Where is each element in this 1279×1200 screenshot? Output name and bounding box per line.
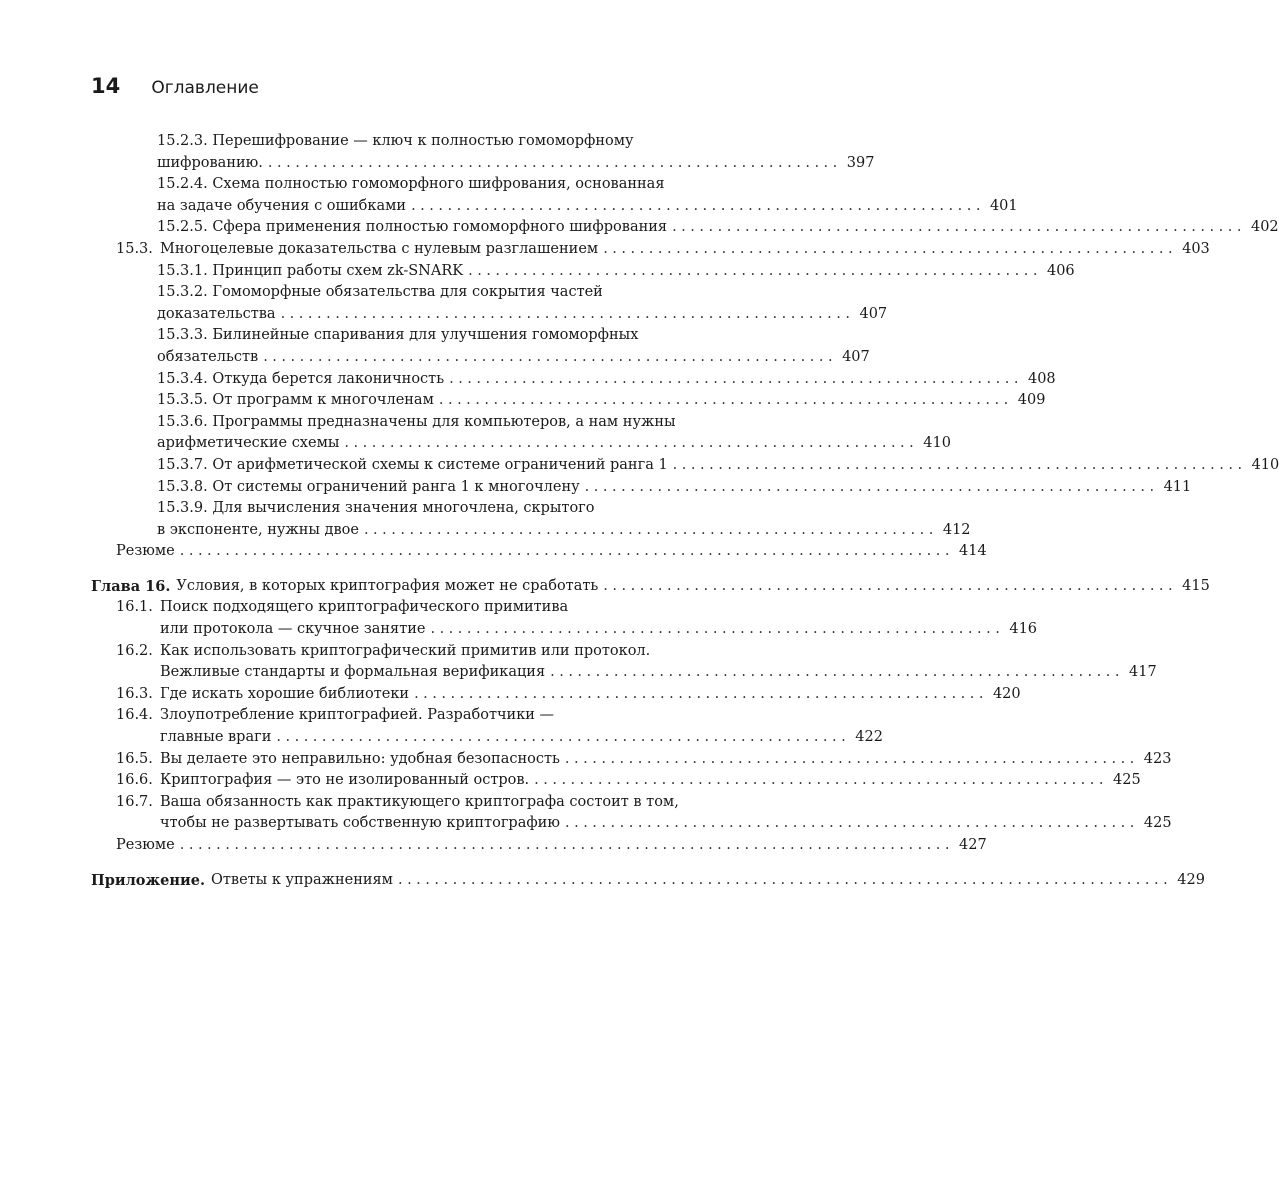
toc-page-number: 412 [942,521,971,538]
toc-line: Условия, в которых криптография может не сработать [176,577,599,594]
toc-page-number: 425 [1113,772,1141,789]
toc-line: 15.3.8. От системы ограничений ранга 1 к многочлену [157,478,580,495]
toc-section-number: 16.2. [116,642,153,659]
toc-page-number: 407 [859,305,888,322]
leader-dots: ............................................................... [449,370,1023,387]
toc-section-number: 15.3. [116,240,153,257]
toc-page-number: 417 [1129,664,1157,681]
leader-dots: ............................................................... [363,521,938,538]
toc-section-number: 16.1. [116,599,153,616]
toc-entry [91,261,1075,283]
toc-page-number: 402 [1250,219,1279,236]
leader-dots: ............................................................... [672,456,1247,473]
toc-page-number: 403 [1182,240,1210,257]
toc-page-number: 427 [959,837,987,853]
toc-line: или протокола — скучное занятие [160,621,426,638]
toc-line: 15.2.3. Перешифрование — ключ к полностью гомоморфному [157,133,634,149]
toc-entry [91,174,1018,217]
toc-page-number: 414 [959,543,987,560]
toc-section-number: 16.3. [116,685,153,702]
toc-line: Поиск подходящего криптографического примитива [160,599,569,616]
toc-page-number: 425 [1143,815,1172,832]
toc-line: главные враги [160,729,272,746]
running-title: Оглавление [151,78,259,98]
toc-line: 15.2.5. Сфера применения полностью гомоморфного шифрования [157,219,668,236]
table-of-contents [91,131,1279,891]
toc-line: Как использовать криптографический примитив или протокол. [160,642,651,659]
toc-entry [91,477,1192,499]
toc-chapter-number: Глава 16. [91,577,171,595]
toc-page-number: 410 [1251,456,1279,473]
leader-dots: ............................................................... [672,219,1246,236]
toc-line: чтобы не развертывать собственную криптографию [160,815,560,832]
toc-entry [91,325,870,368]
toc-entry [91,412,951,455]
toc-line: 15.3.2. Гомоморфные обязательства для сокрытия частей [157,284,603,301]
leader-dots: ............................................................... [414,685,988,702]
leader-dots: ............................................................... [603,577,1178,594]
toc-page-number: 407 [842,348,870,365]
leader-dots: ............................................................... [534,772,1109,789]
toc-page-number: 397 [846,154,875,171]
toc-entry [91,835,987,857]
toc-appendix-entry [91,870,1205,892]
toc-section-number: 16.4. [116,707,153,724]
toc-line: Злоупотребление криптографией. Разработчики — [160,707,555,724]
leader-dots: ............................................................... [603,240,1178,257]
toc-line: Вежливые стандарты и формальная верификация [160,664,546,681]
toc-entry [91,770,1141,792]
toc-page-number: 406 [1046,262,1075,279]
leader-dots: ............................................................... [280,305,855,322]
toc-appendix-label: Приложение. [91,871,205,889]
leader-dots: ............................................................... [344,435,919,452]
leader-dots: ............................................................... [263,348,838,365]
toc-entry [91,705,883,748]
leader-dots: ..................................................................................... [397,871,1173,888]
toc-line: Вы делаете это неправильно: удобная безопасность [160,750,560,767]
toc-line: Где искать хорошие библиотеки [160,685,410,702]
toc-entry [91,282,888,325]
toc-line: Ваша обязанность как практикующего криптографа состоит в том, [160,793,679,810]
toc-entry [91,749,1172,771]
toc-section-number: 16.7. [116,793,153,810]
toc-page-number: 401 [989,197,1018,214]
leader-dots: ..................................................................................... [179,837,955,853]
toc-line: Многоцелевые доказательства с нулевым разглашением [160,240,599,257]
toc-line: 15.3.9. Для вычисления значения многочлена, скрытого [157,500,595,517]
toc-entry [91,369,1056,391]
toc-page-number: 408 [1027,370,1056,387]
toc-entry [91,217,1279,239]
toc-page-number: 423 [1143,750,1172,767]
toc-page-number: 411 [1163,478,1192,495]
toc-page-number: 415 [1182,577,1210,594]
toc-page-number: 416 [1009,621,1038,638]
toc-entry [91,792,1172,835]
toc-line: на задаче обучения с ошибками [157,197,407,214]
toc-page-number: 420 [992,685,1021,702]
toc-page-number: 429 [1177,871,1205,888]
toc-entry [91,455,1279,477]
toc-line: 15.3.5. От программ к многочленам [157,392,434,409]
leader-dots: ............................................................... [411,197,985,214]
leader-dots: ............................................................... [430,621,1005,638]
toc-line: Резюме [116,543,175,560]
toc-line: арифметические схемы [157,435,340,452]
toc-entry [91,541,987,563]
toc-line: Ответы к упражнениям [211,871,393,888]
toc-line: 15.3.6. Программы предназначены для компьютеров, а нам нужны [157,413,676,430]
leader-dots: ............................................................... [564,750,1139,767]
leader-dots: ............................................................... [468,262,1042,279]
toc-chapter-entry [91,576,1210,598]
leader-dots: ............................................................... [564,815,1139,832]
toc-section-number: 16.5. [116,750,153,767]
leader-dots: ............................................................... [584,478,1159,495]
toc-line: 15.3.3. Билинейные спаривания для улучшения гомоморфных [157,327,639,344]
toc-line: 15.3.1. Принцип работы схем zk-SNARK [157,262,464,279]
toc-entry [91,498,971,541]
toc-page-number: 410 [923,435,951,452]
toc-entry [91,684,1021,706]
leader-dots: ............................................................... [267,154,842,171]
toc-entry [91,390,1046,412]
toc-line: 15.2.4. Схема полностью гомоморфного шифрования, основанная [157,176,665,193]
leader-dots: ............................................................... [276,729,851,746]
leader-dots: ............................................................... [438,392,1013,409]
toc-page-number: 422 [855,729,883,746]
page-number: 14 [91,74,121,98]
toc-line: 15.3.4. Откуда берется лаконичность [157,370,445,387]
toc-section-number: 16.6. [116,772,153,789]
toc-line: Резюме [116,837,175,853]
toc-line: доказательства [157,305,276,322]
leader-dots: ..................................................................................... [179,543,955,560]
running-header [91,74,259,98]
leader-dots: ............................................................... [550,664,1124,681]
toc-entry [91,641,1157,684]
toc-entry [91,239,1210,261]
toc-line: в экспоненте, нужны двое [157,521,359,538]
toc-entry [91,597,1038,640]
toc-line: 15.3.7. От арифметической схемы к системе ограничений ранга 1 [157,456,668,473]
toc-line: Криптография — это не изолированный остров. [160,772,530,789]
toc-entry [91,131,875,174]
toc-page-number: 409 [1017,392,1046,409]
toc-line: шифрованию. [157,154,263,171]
toc-line: обязательств [157,348,259,365]
